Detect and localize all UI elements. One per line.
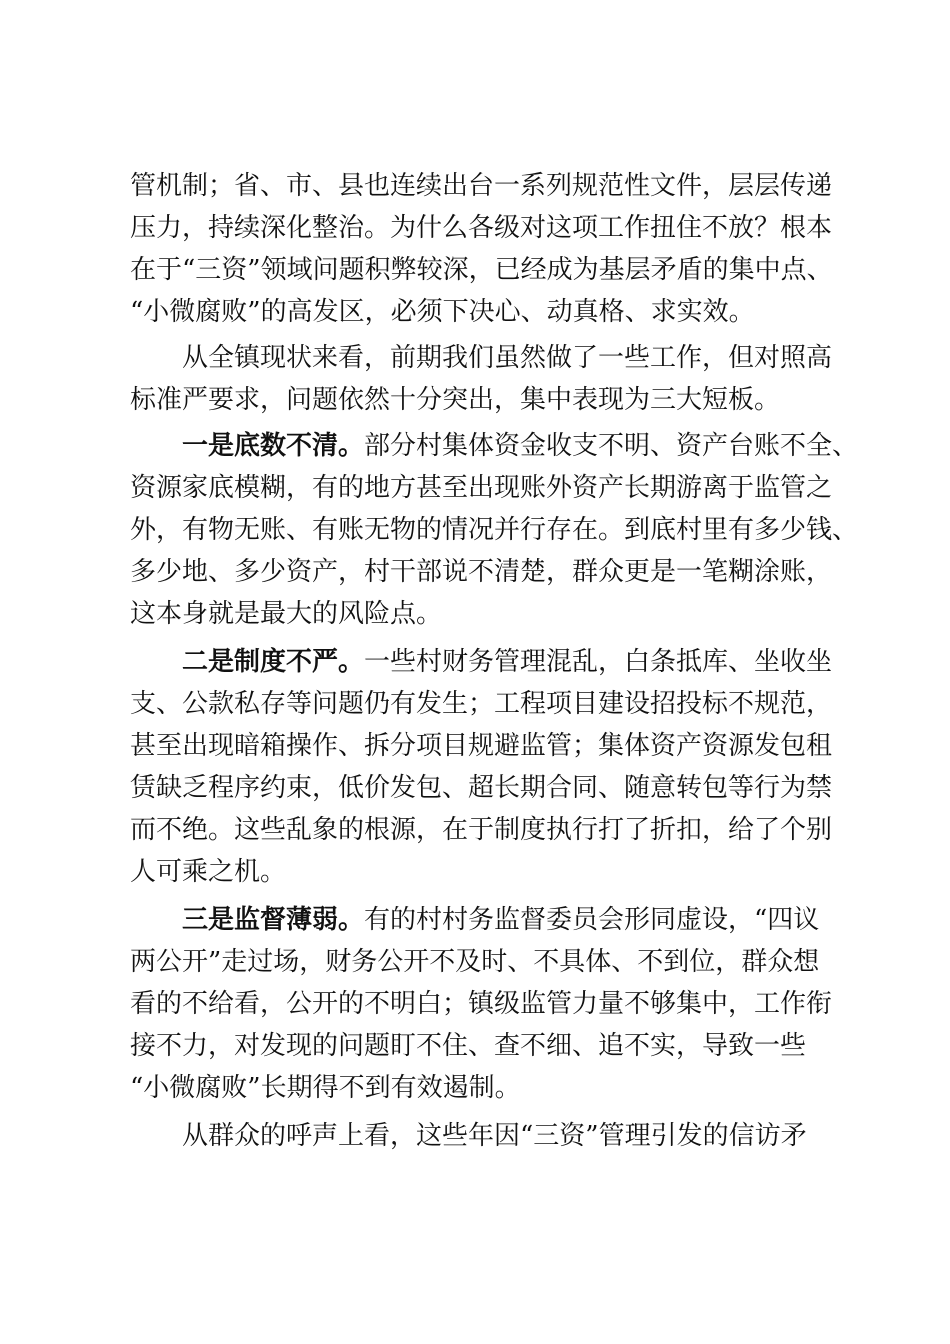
text-line [130, 512, 858, 548]
line-text: 从全镇现状来看，前期我们虽然做了一些工作，但对照高 [182, 343, 833, 373]
text-line [130, 686, 832, 722]
line-text: “小微腐败”的高发区，必须下决心、动真格、求实效。 [130, 297, 755, 327]
text-line [182, 902, 819, 938]
line-bold-text: 一是底数不清。 [182, 431, 365, 461]
text-line [182, 644, 832, 680]
text-line [182, 340, 832, 376]
line-bold-text: 二是制度不严。 [182, 647, 365, 677]
line-text: 资源家底模糊，有的地方甚至出现账外资产长期游离于监管之 [130, 473, 833, 503]
line-text: 多少地、多少资产，村干部说不清楚，群众更是一笔糊涂账， [130, 557, 833, 587]
text-line [130, 1028, 806, 1064]
text-line [130, 168, 832, 204]
text-line [130, 812, 832, 848]
text-line [130, 294, 755, 330]
line-text: 管机制；省、市、县也连续出台一系列规范性文件，层层传递 [130, 171, 833, 201]
text-line [130, 770, 832, 806]
text-line [130, 854, 286, 890]
text-line [130, 596, 442, 632]
text-line [130, 728, 832, 764]
line-text: 接不力，对发现的问题盯不住、查不细、追不实，导致一些 [130, 1031, 807, 1061]
line-text: 而不绝。这些乱象的根源，在于制度执行打了折扣，给了个别 [130, 815, 833, 845]
line-text: 标准严要求，问题依然十分突出，集中表现为三大短板。 [130, 385, 781, 415]
text-line [130, 382, 780, 418]
line-text: 甚至出现暗箱操作、拆分项目规避监管；集体资产资源发包租 [130, 731, 833, 761]
text-line [130, 210, 832, 246]
line-text: 有的村村务监督委员会形同虚设，“四议 [364, 905, 820, 935]
line-text: 两公开”走过场，财务公开不及时、不具体、不到位，群众想 [130, 947, 820, 977]
line-text: 人可乘之机。 [130, 857, 287, 887]
line-text: 部分村集体资金收支不明、资产台账不全、 [364, 431, 859, 461]
text-line [130, 1070, 521, 1106]
line-text: 外，有物无账、有账无物的情况并行存在。到底村里有多少钱、 [130, 515, 859, 545]
line-text: 这本身就是最大的风险点。 [130, 599, 443, 629]
line-text: 支、公款私存等问题仍有发生；工程项目建设招投标不规范， [130, 689, 833, 719]
line-text: 在于“三资”领域问题积弊较深，已经成为基层矛盾的集中点、 [130, 255, 833, 285]
line-text: 压力，持续深化整治。为什么各级对这项工作扭住不放？根本 [130, 213, 833, 243]
text-line [130, 554, 832, 590]
text-line [130, 986, 832, 1022]
text-line [130, 944, 819, 980]
text-line [182, 1118, 807, 1154]
line-text: 一些村财务管理混乱，白条抵库、坐收坐 [364, 647, 833, 677]
line-bold-text: 三是监督薄弱。 [182, 905, 365, 935]
line-text: 赁缺乏程序约束，低价发包、超长期合同、随意转包等行为禁 [130, 773, 833, 803]
line-text: 从群众的呼声上看，这些年因“三资”管理引发的信访矛 [182, 1121, 807, 1151]
line-text: “小微腐败”长期得不到有效遏制。 [130, 1073, 521, 1103]
line-text: 看的不给看，公开的不明白；镇级监管力量不够集中，工作衔 [130, 989, 833, 1019]
text-line [130, 252, 833, 288]
text-line [130, 470, 832, 506]
text-line [182, 428, 858, 464]
